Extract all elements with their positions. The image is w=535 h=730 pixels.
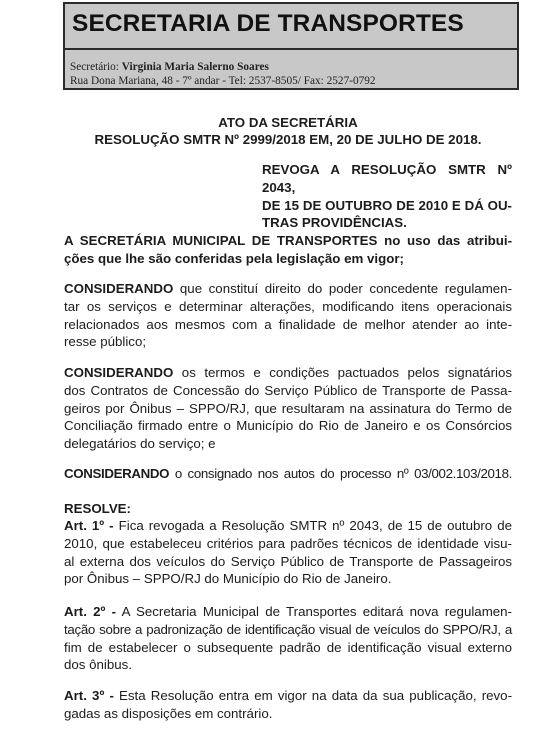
considering-lead: CONSIDERANDO [64, 466, 170, 481]
resolve-heading: RESOLVE: [64, 501, 131, 516]
article-3 [64, 687, 512, 723]
paragraph-line: por Ônibus – SPPO/RJ do Município do Rio de Janeiro. [64, 571, 392, 587]
paragraph-line: CONSIDERANDO que constituí direito do poder concedente regulamen- [64, 281, 512, 296]
paragraph-line: 2010, que estabeleceu critérios para padrões técnicos de identidade visu- [64, 535, 512, 551]
secretary-name: Virginia Maria Salerno Soares [121, 61, 269, 73]
paragraph-line: fim de estabelecer o subsequente padrão de identificação visual externo [64, 639, 512, 655]
article-1 [64, 517, 512, 588]
article-lead: Art. 2º - [64, 604, 117, 619]
considering-paragraph-2 [64, 364, 512, 453]
summary-line: DE 15 DE OUTUBRO DE 2010 E DÁ OU- [262, 197, 512, 213]
paragraph-line: CONSIDERANDO o consignado nos autos do processo nº 03/002.103/2018. [64, 466, 512, 481]
secretary-line [70, 61, 269, 73]
paragraph-line: dos Contratos de Concessão do Serviço Público de Transporte de Passa- [64, 382, 512, 398]
paragraph-line: gadas as disposições em contrário. [64, 705, 273, 721]
act-heading: ATO DA SECRETÁRIA [218, 115, 358, 130]
paragraph-line: geiros por Ônibus – SPPO/RJ, que resultaram na assinatura do Termo de [64, 400, 512, 416]
paragraph-line: Art. 2º - A Secretaria Municipal de Transportes editará nova regulamen- [64, 604, 512, 619]
considering-paragraph-3 [64, 465, 512, 483]
preamble-line: ções que lhe são conferidas pela legislação em vigor; [64, 250, 404, 266]
paragraph-line: Conciliação firmado entre o Município do Rio de Janeiro e os Consórcios [64, 418, 512, 434]
preamble [64, 232, 512, 268]
considering-lead: CONSIDERANDO [64, 365, 174, 380]
resolution-title: RESOLUÇÃO SMTR Nº 2999/2018 EM, 20 DE JULHO DE 2018. [94, 132, 482, 147]
section-title: SECRETARIA DE TRANSPORTES [72, 10, 464, 37]
paragraph-line: CONSIDERANDO os termos e condições pactuados pelos signatários [64, 365, 512, 380]
paragraph-line: tar os serviços e determinar alterações, modificando itens operacionais [64, 298, 512, 314]
section-header-box [63, 2, 519, 90]
paragraph-line: dos ônibus. [64, 657, 133, 673]
header-divider [65, 48, 517, 50]
paragraph-line: delegatários do serviço; e [64, 436, 216, 452]
resolution-summary [262, 161, 512, 232]
paragraph-line: relacionados aos mesmos com a finalidade de melhor atender ao inte- [64, 316, 512, 332]
article-lead: Art. 1º - [64, 518, 114, 533]
paragraph-line: Art. 3º - Esta Resolução entra em vigor na data da sua publicação, revo- [64, 688, 512, 703]
paragraph-line: al externa dos veículos do Serviço Público de Transporte de Passageiros [64, 553, 512, 569]
summary-line: TRAS PROVIDÊNCIAS. [262, 215, 407, 231]
considering-paragraph-1 [64, 280, 512, 351]
paragraph-line: tação sobre a padronização de identificação visual de veículos do SPPO/RJ, a [64, 621, 512, 637]
paragraph-line: resse público; [64, 334, 147, 350]
summary-line: REVOGA A RESOLUÇÃO SMTR Nº 2043, [262, 162, 512, 195]
address-line: Rua Dona Mariana, 48 - 7º andar - Tel: 2537-8505/ Fax: 2527-0792 [70, 75, 376, 87]
secretary-label: Secretário: [70, 61, 119, 73]
paragraph-line: Art. 1º - Fica revogada a Resolução SMTR nº 2043, de 15 de outubro de [64, 518, 513, 533]
considering-lead: CONSIDERANDO [64, 281, 174, 296]
preamble-line: A SECRETÁRIA MUNICIPAL DE TRANSPORTES no uso das atribui- [64, 233, 512, 248]
article-2 [64, 603, 512, 674]
article-lead: Art. 3º - [64, 688, 114, 703]
